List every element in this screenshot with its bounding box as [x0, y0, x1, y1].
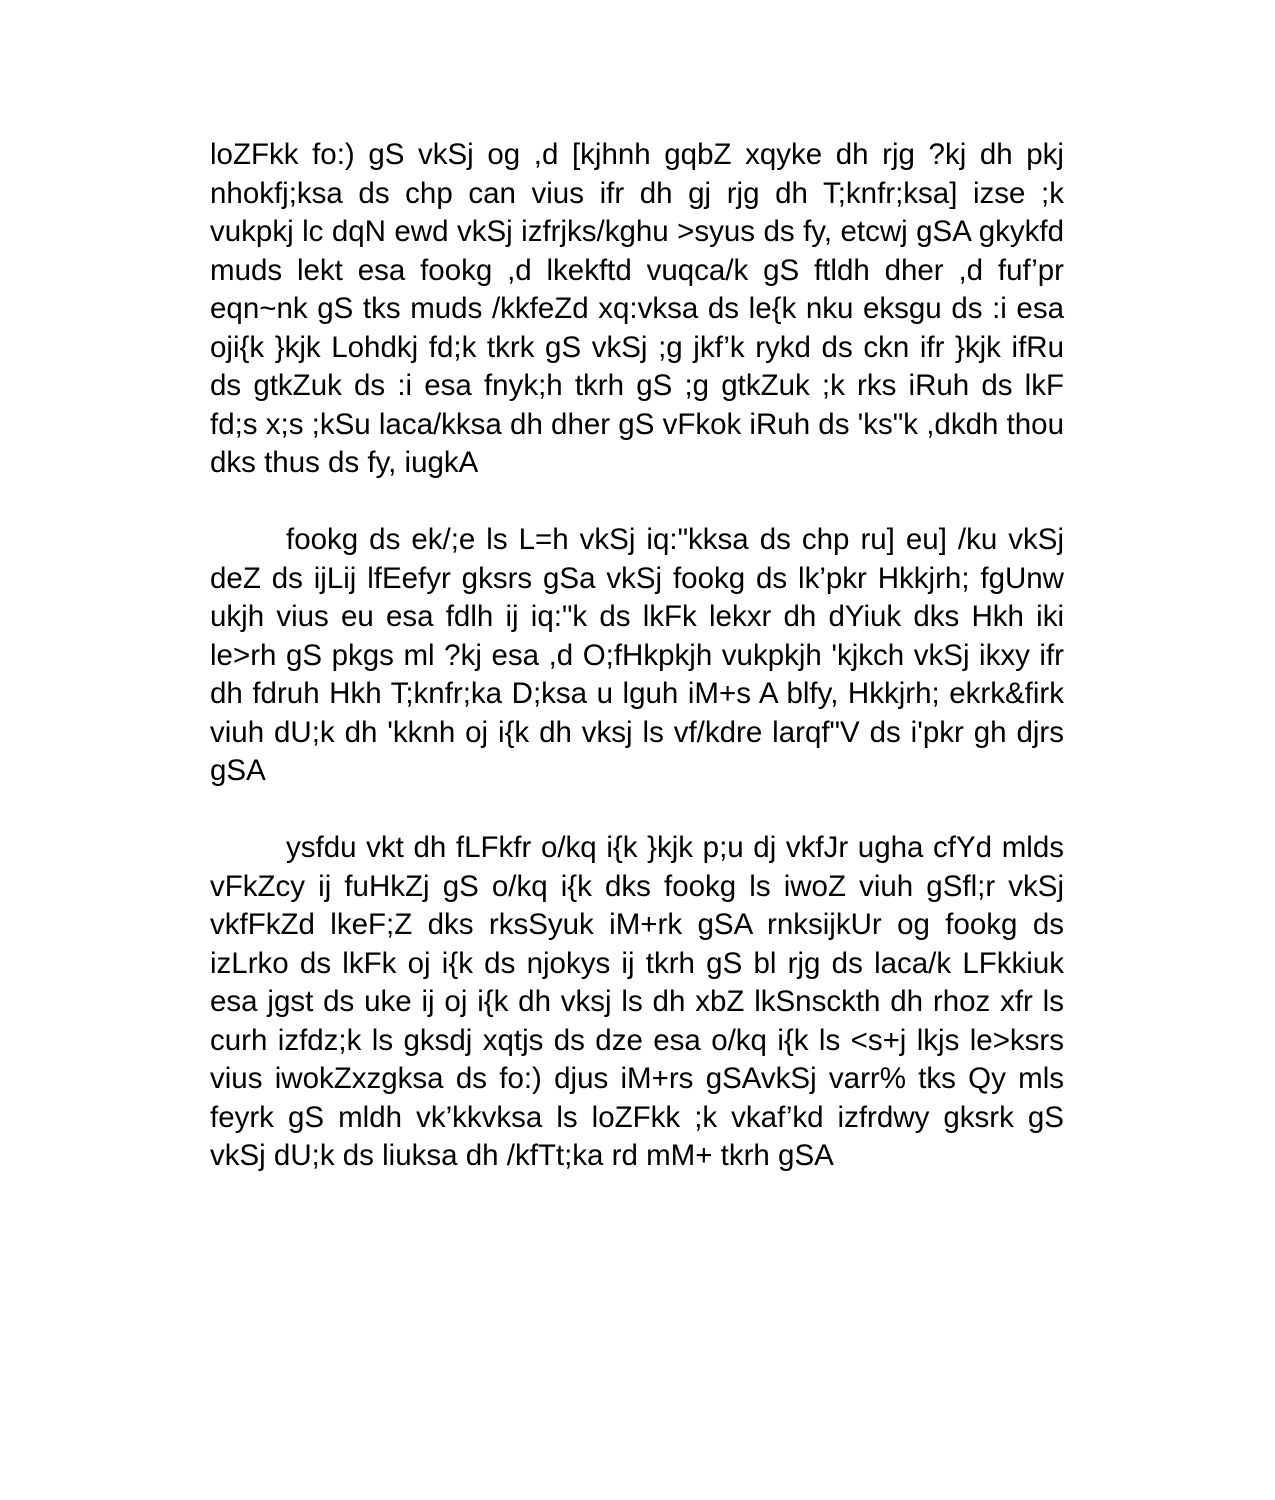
paragraph-1: loZFkk fo:) gS vkSj og ,d [kjhnh gqbZ xqyke dh rjg ?kj dh pkj nhokfj;ksa ds chp can vius ifr dh gj rjg dh T;knfr;ksa] izse ;k vukpkj lc dqN ewd vkSj izfrjks/kghu >syus ds fy, etcwj gSA gkykfd muds lekt esa fookg ,d lkekftd vuqca/k gS ftldh dher ,d fuf’pr eqn~nk gS tks muds /kkfeZd xq:vksa ds le{k nku eksgu ds :i esa oji{k }kjk Lohdkj fd;k tkrk gS vkSj ;g jkf’k rykd ds ckn ifr }kjk ifRu ds gtkZuk ds :i esa fnyk;h tkrh gS ;g gtkZuk ;k rks iRuh ds lkF fd;s x;s ;kSu laca/kksa dh dher gS vFkok iRuh ds 'ks"k ,dkdh thou dks thus ds fy, iugkA [210, 138, 1064, 479]
document-page [210, 136, 1064, 1176]
paragraph-3: ysfdu vkt dh fLFkfr o/kq i{k }kjk p;u dj vkfJr ugha cfYd mlds vFkZcy ij fuHkZj gS o/kq i{k dks fookg ls iwoZ viuh gSfl;r vkSj vkfFkZd lkeF;Z dks rksSyuk iM+rk gSA rnksijkUr og fookg ds izLrko ds lkFk oj i{k ds njokys ij tkrh gS bl rjg ds laca/k LFkkiuk esa jgst ds uke ij oj i{k dh vksj ls dh xbZ lkSnsckth dh rhoz xfr ls curh izfdz;k ls gksdj xqtjs ds dze esa o/kq i{k ls <s+j lkjs le>ksrs vius iwokZxzgksa ds fo:) djus iM+rs gSAvkSj varr% tks Qy mls feyrk gS mldh vk’kkvksa ls loZFkk ;k vkaf’kd izfrdwy gksrk gS vkSj dU;k ds liuksa dh /kfTt;ka rd mM+ tkrh gSA [210, 831, 1064, 1172]
paragraph-2: fookg ds ek/;e ls L=h vkSj iq:"kksa ds chp ru] eu] /ku vkSj deZ ds ijLij lfEefyr gksrs gSa vkSj fookg ds lk’pkr Hkkjrh; fgUnw ukjh vius eu esa fdlh ij iq:"k ds lkFk lekxr dh dYiuk dks Hkh iki le>rh gS pkgs ml ?kj esa ,d O;fHkpkjh vukpkjh 'kjkch vkSj ikxy ifr dh fdruh Hkh T;knfr;ka D;ksa u lguh iM+s A blfy, Hkkjrh; ekrk&firk viuh dU;k dh 'kknh oj i{k dh vksj ls vf/kdre larqf"V ds i'pkr gh djrs gSA [210, 523, 1064, 787]
